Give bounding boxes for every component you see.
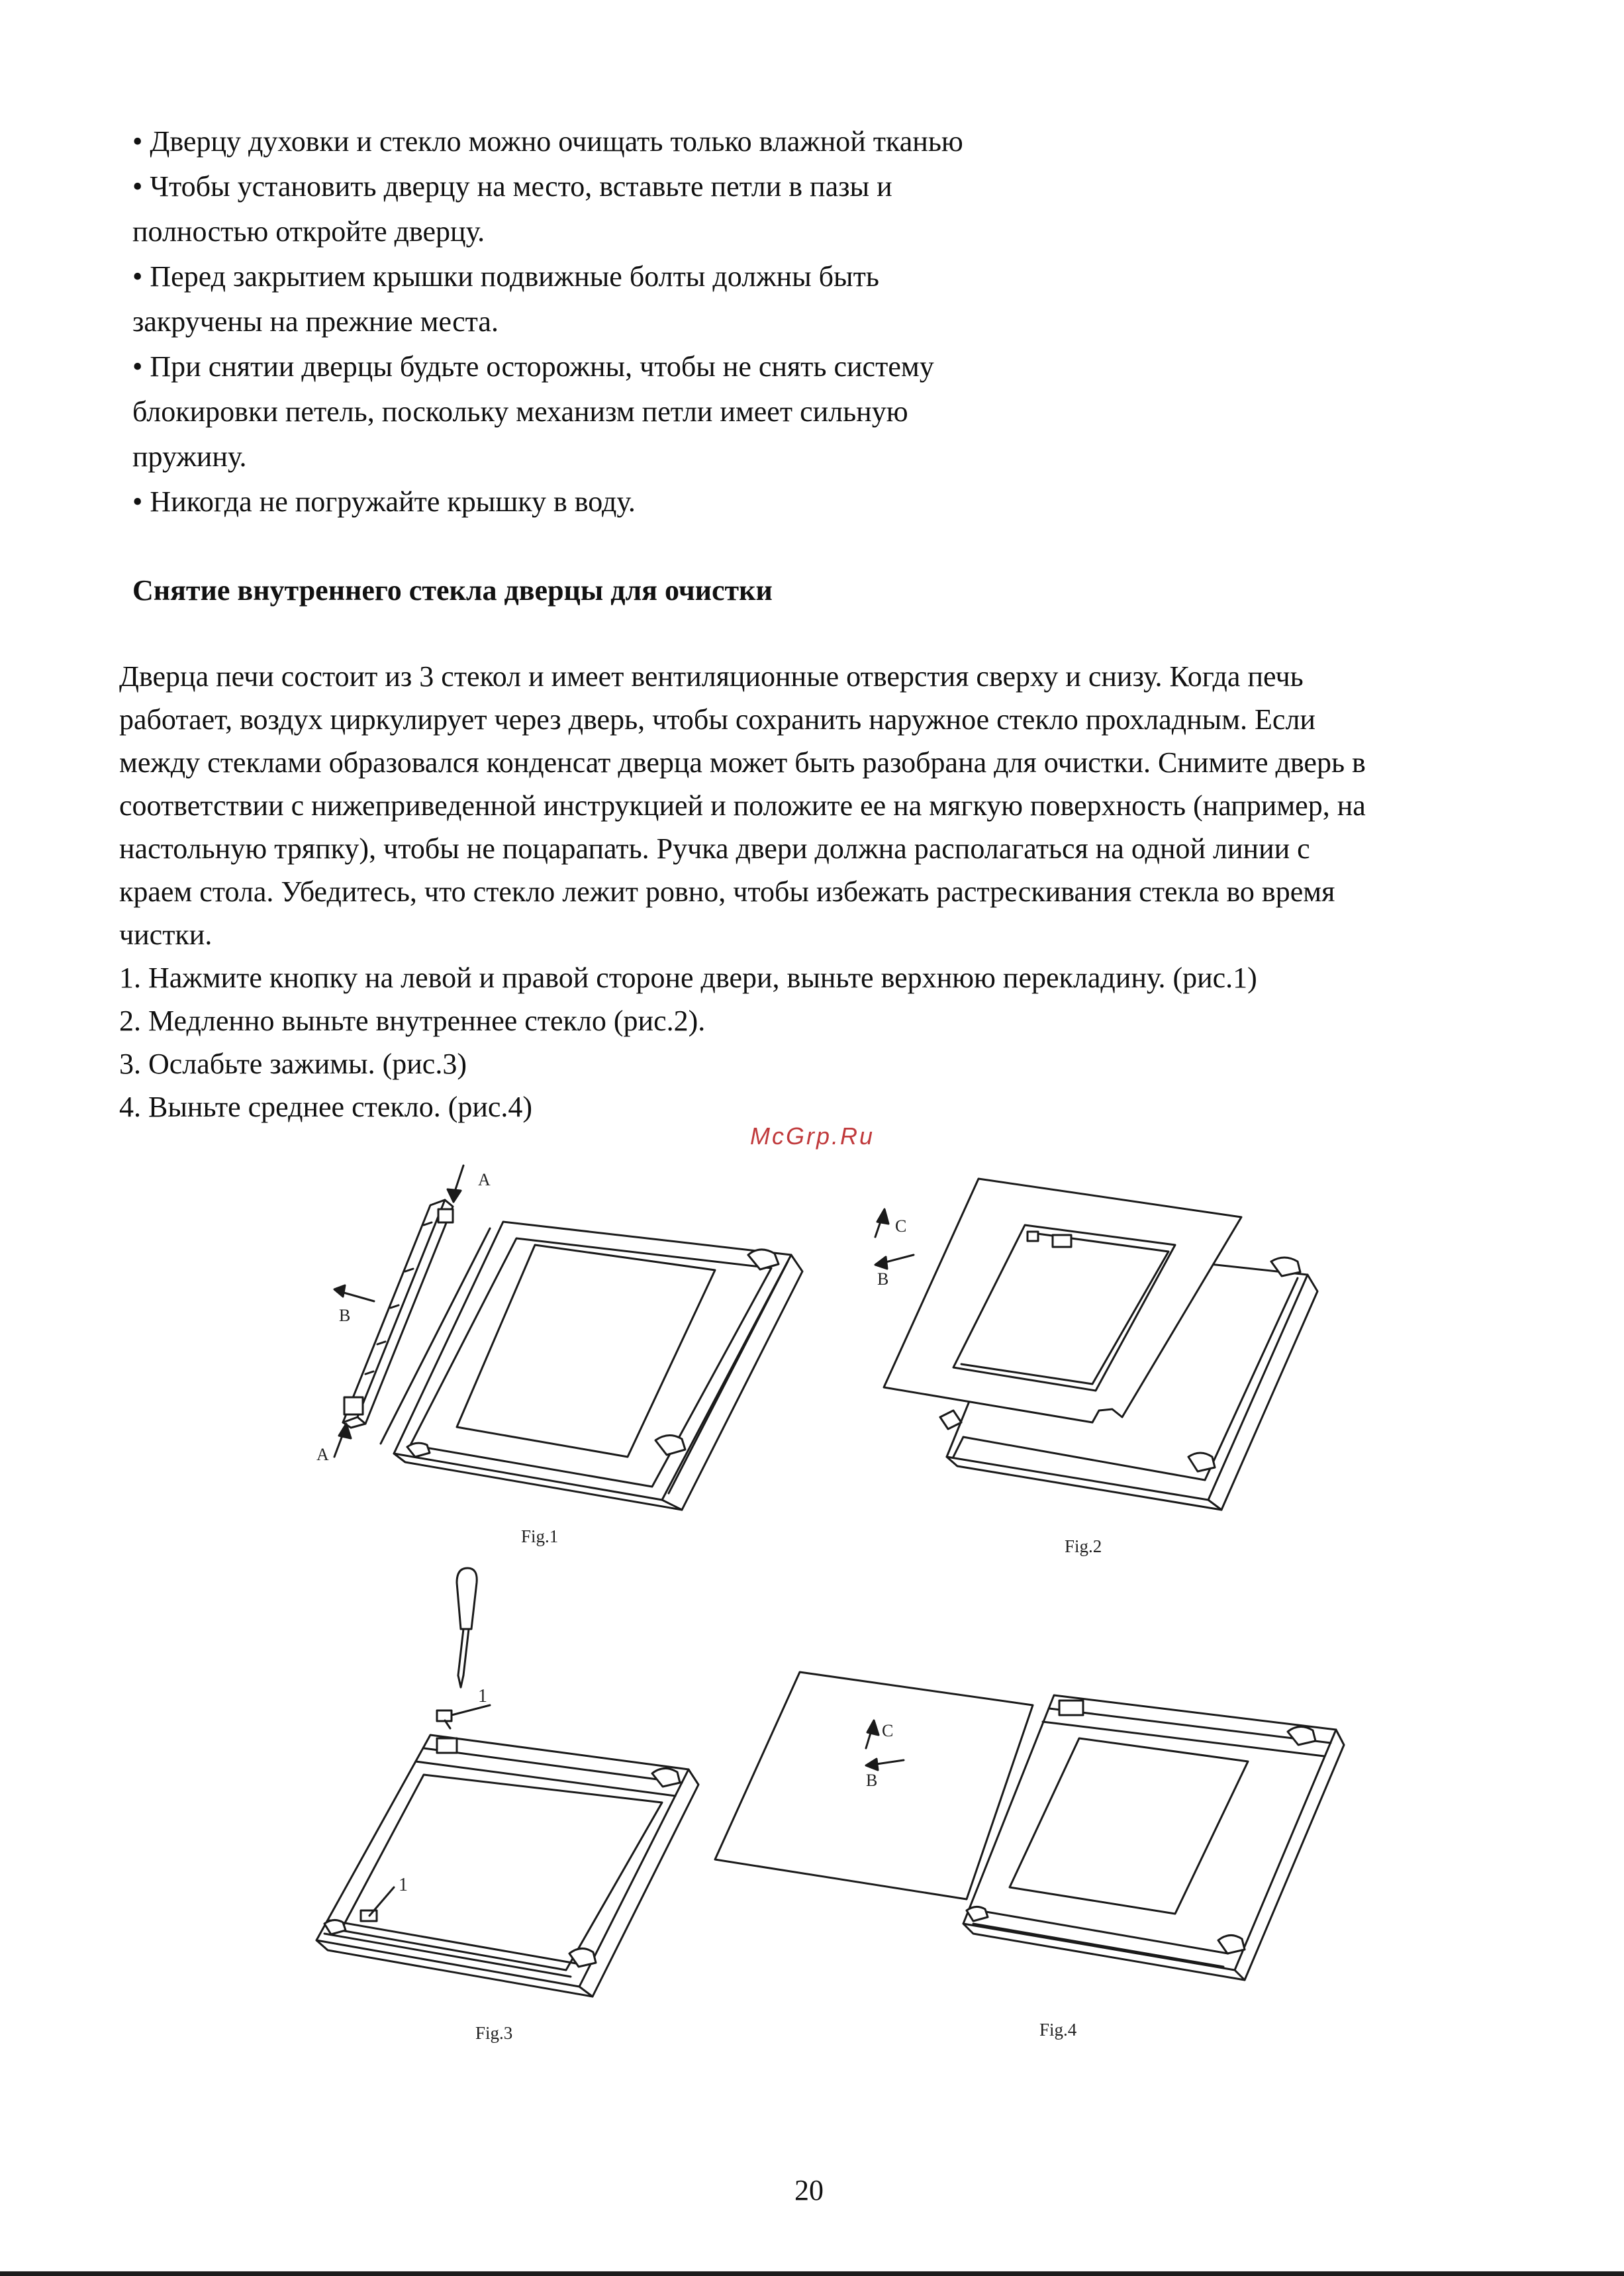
step-1: 1. Нажмите кнопку на левой и правой стороне двери, выньте верхнюю перекладину. (рис.1) bbox=[119, 962, 1257, 994]
bullet-line-2: • Чтобы установить дверцу на место, вставьте петли в пазы и bbox=[132, 170, 892, 203]
bullet-line-4: • Перед закрытием крышки подвижные болты должны быть bbox=[132, 260, 879, 293]
fig1-marker-a-top: A bbox=[478, 1170, 491, 1189]
bullet-line-5: закручены на прежние места. bbox=[132, 305, 499, 338]
bullet-line-9: • Никогда не погружайте крышку в воду. bbox=[132, 485, 636, 518]
paragraph-line-7: чистки. bbox=[119, 918, 213, 951]
fig1-marker-b: B bbox=[339, 1306, 351, 1325]
paragraph-line-6: краем стола. Убедитесь, что стекло лежит ровно, чтобы избежать растрескивания стекла во время bbox=[119, 875, 1335, 908]
fig3-caption: Fig.3 bbox=[475, 2023, 513, 2043]
fig4-drawing bbox=[715, 1672, 1344, 1980]
paragraph-line-3: между стеклами образовался конденсат дверца может быть разобрана для очистки. Снимите дверь в bbox=[119, 746, 1366, 779]
bullet-line-7: блокировки петель, поскольку механизм петли имеет сильную bbox=[132, 395, 908, 428]
paragraph-line-1: Дверца печи состоит из 3 стекол и имеет вентиляционные отверстия сверху и снизу. Когда печь bbox=[119, 660, 1304, 693]
paragraph-line-4: соответствии с нижеприведенной инструкцией и положите ее на мягкую поверхность (например, на bbox=[119, 789, 1366, 822]
fig4-caption: Fig.4 bbox=[1039, 2020, 1077, 2040]
page-number: 20 bbox=[794, 2174, 824, 2206]
fig2-marker-b: B bbox=[877, 1269, 889, 1289]
fig1-marker-a-bottom: A bbox=[316, 1445, 329, 1464]
watermark: McGrp.Ru bbox=[750, 1122, 875, 1150]
bullet-line-6: • При снятии дверцы будьте осторожны, чтобы не снять систему bbox=[132, 350, 934, 383]
bottom-edge-rule bbox=[0, 2271, 1624, 2276]
fig3-marker-1-bottom: 1 bbox=[399, 1875, 408, 1895]
fig3-marker-1-top: 1 bbox=[478, 1686, 487, 1707]
fig2-marker-c: C bbox=[895, 1216, 907, 1236]
fig4-marker-b: B bbox=[866, 1771, 878, 1790]
step-2: 2. Медленно выньте внутреннее стекло (рис.2). bbox=[119, 1005, 706, 1037]
paragraph-line-2: работает, воздух циркулирует через дверь, чтобы сохранить наружное стекло прохладным. Если bbox=[119, 703, 1315, 736]
fig3-drawing bbox=[316, 1568, 698, 1997]
step-4: 4. Выньте среднее стекло. (рис.4) bbox=[119, 1091, 533, 1123]
fig2-caption: Fig.2 bbox=[1065, 1536, 1102, 1556]
fig4-marker-c: C bbox=[882, 1721, 894, 1740]
step-3: 3. Ослабьте зажимы. (рис.3) bbox=[119, 1048, 467, 1080]
fig1-drawing bbox=[334, 1165, 802, 1510]
bullet-line-3: полностью откройте дверцу. bbox=[132, 215, 485, 248]
fig2-drawing bbox=[875, 1179, 1317, 1510]
fig1-caption: Fig.1 bbox=[521, 1526, 559, 1546]
paragraph-line-5: настольную тряпку), чтобы не поцарапать. Ручка двери должна располагаться на одной линии с bbox=[119, 832, 1310, 865]
section-heading: Снятие внутреннего стекла дверцы для очистки bbox=[132, 574, 773, 607]
bullet-line-1: • Дверцу духовки и стекло можно очищать только влажной тканью bbox=[132, 125, 963, 158]
bullet-line-8: пружину. bbox=[132, 440, 247, 473]
